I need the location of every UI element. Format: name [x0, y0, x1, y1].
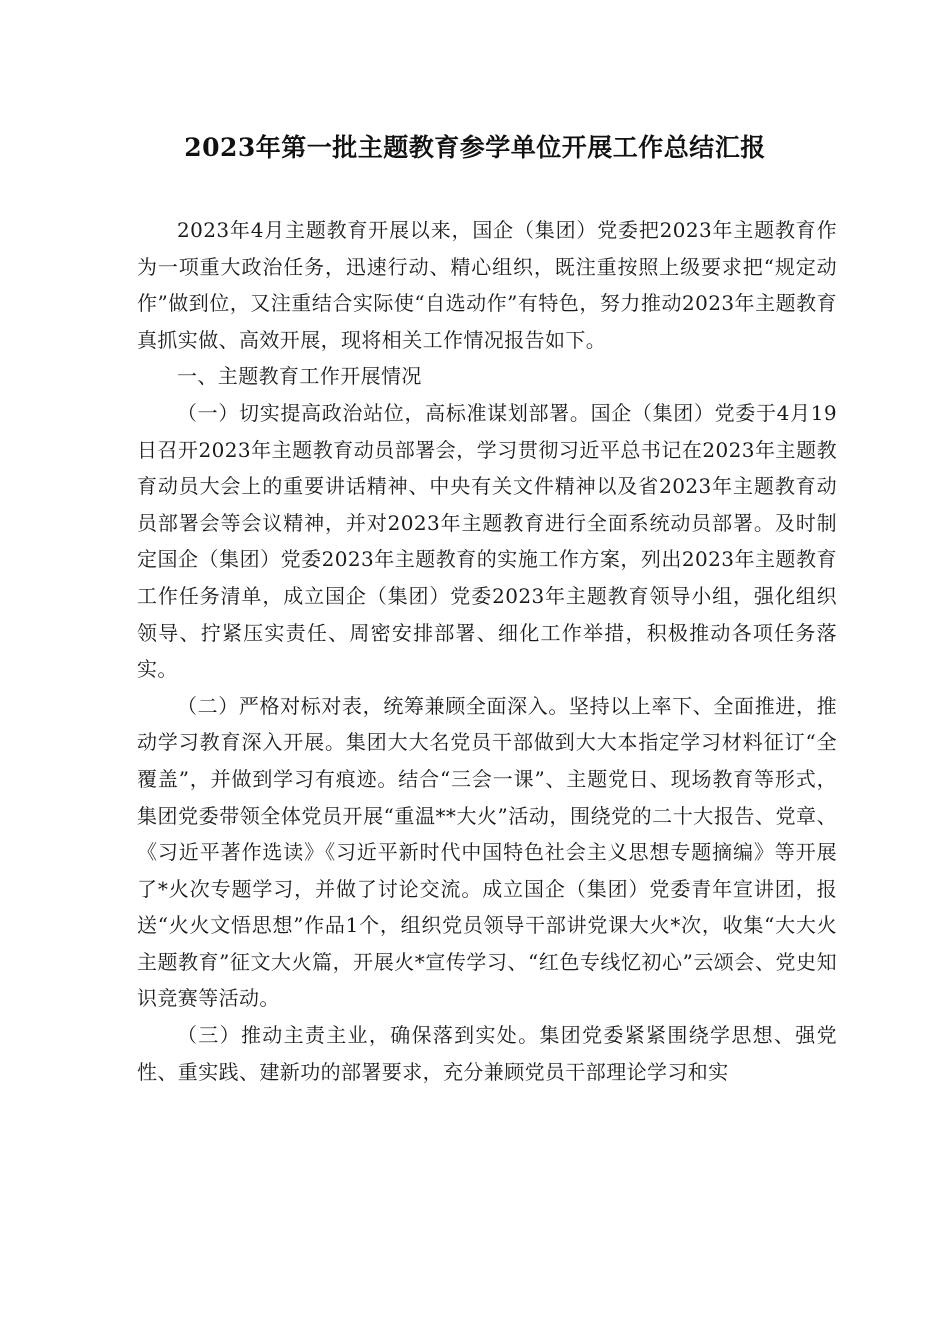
body-paragraph: （二）严格对标对表，统筹兼顾全面深入。坚持以上率下、全面推进，推动学习教育深入开展。集团大大名党员干部做到大大本指定学习材料征订“全覆盖”，并做到学习有痕迹。结合“三会一课”、主题党日、现场教育等形式，集团党委带领全体党员开展“重温**大火”活动，围绕党的二十大报告、党章、《习近平著作选读》《习近平新时代中国特色社会主义思想专题摘编》等开展了*火次专题学习，并做了讨论交流。成立国企（集团）党委青年宣讲团，报送“火火文悟思想”作品1个，组织党员领导干部讲党课大火*次，收集“大大火主题教育”征文大火篇，开展火*宣传学习、“红色专线忆初心”云颂会、党史知识竞赛等活动。	[137, 693, 837, 1011]
document-body	[137, 212, 837, 1090]
document-title: 2023年第一批主题教育参学单位开展工作总结汇报	[184, 133, 766, 162]
intro-paragraph: 2023年4月主题教育开展以来，国企（集团）党委把2023年主题教育作为一项重大政治任务，迅速行动、精心组织，既注重按照上级要求把“规定动作”做到位，又注重结合实际使“自选动作”有特色，努力推动2023年主题教育真抓实做、高效开展，现将相关工作情况报告如下。	[137, 218, 837, 352]
body-paragraph: （三）推动主责主业，确保落到实处。集团党委紧紧围绕学思想、强党性、重实践、建新功的部署要求，充分兼顾党员干部理论学习和实	[137, 1023, 837, 1084]
section-heading: 一、主题教育工作开展情况	[177, 364, 422, 389]
body-paragraph: （一）切实提高政治站位，高标准谋划部署。国企（集团）党委于4月19日召开2023年主题教育动员部署会，学习贯彻习近平总书记在2023年主题教育动员大会上的重要讲话精神、中央有关文件精神以及省2023年主题教育动员部署会等会议精神，并对2023年主题教育进行全面系统动员部署。及时制定国企（集团）党委2023年主题教育的实施工作方案，列出2023年主题教育工作任务清单，成立国企（集团）党委2023年主题教育领导小组，强化组织领导、拧紧压实责任、周密安排部署、细化工作举措，积极推动各项任务落实。	[137, 400, 837, 682]
